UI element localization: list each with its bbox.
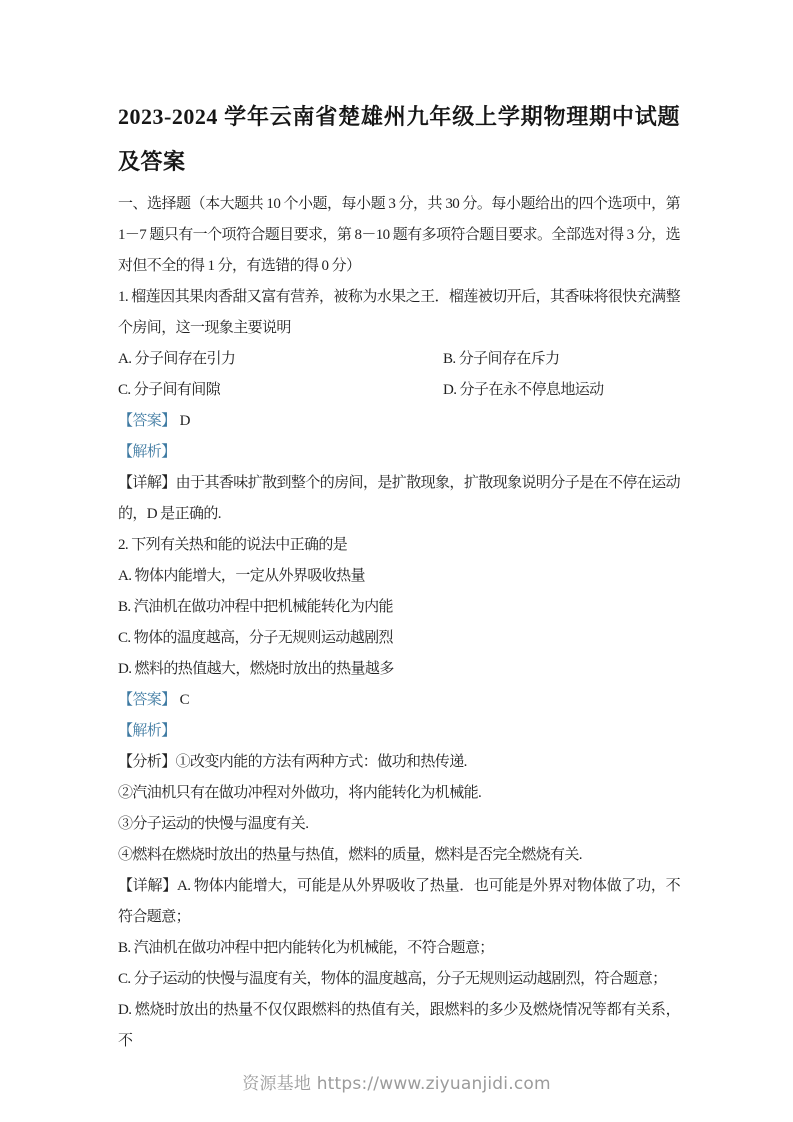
analysis-label: 【解析】 (118, 723, 176, 739)
question-1-stem: 1. 榴莲因其果肉香甜又富有营养，被称为水果之王．榴莲被切开后，其香味将很快充满整个房间，这一现象主要说明 (118, 289, 680, 336)
question-2-option-d: D. 燃料的热值越大，燃烧时放出的热量越多 (118, 661, 394, 677)
answer-label: 【答案】 (118, 413, 176, 429)
question-2-detail-a-text: A. 物体内能增大，可能是从外界吸收了热量．也可能是外界对物体做了功，不符合题意； (118, 878, 680, 925)
question-1-option-b: B. 分子间存在斥力 (443, 351, 560, 367)
question-2-option-c: C. 物体的温度越高，分子无规则运动越剧烈 (118, 630, 393, 646)
footer-site-name: 资源基地 (242, 1074, 312, 1094)
question-1-detail-text: 由于其香味扩散到整个的房间，是扩散现象，扩散现象说明分子是在不停在运动的，D 是正确的. (118, 475, 680, 522)
question-2-option-b: B. 汽油机在做功冲程中把机械能转化为内能 (118, 599, 393, 615)
question-1-answer-line (118, 406, 680, 437)
question-1-detail (118, 468, 680, 530)
question-2-breakdown-4: ④燃料在燃烧时放出的热量与热值，燃料的质量，燃料是否完全燃烧有关. (118, 847, 582, 863)
question-2-detail-c: C. 分子运动的快慢与温度有关，物体的温度越高，分子无规则运动越剧烈，符合题意； (118, 971, 667, 987)
question-2-detail-d: D. 燃烧时放出的热量不仅仅跟燃料的热值有关，跟燃料的多少及燃烧情况等都有关系，不 (118, 1002, 680, 1049)
document-content (118, 94, 680, 1057)
page-footer (0, 1069, 793, 1094)
question-2-breakdown-3: ③分子运动的快慢与温度有关. (118, 816, 309, 832)
analysis-label: 【解析】 (118, 444, 176, 460)
detail-label: 【详解】 (118, 475, 176, 491)
question-2-answer-line (118, 685, 680, 716)
question-1-option-d: D. 分子在永不停息地运动 (443, 382, 604, 398)
question-2-option-a: A. 物体内能增大，一定从外界吸收热量 (118, 568, 365, 584)
footer-site-link[interactable]: https://www.ziyuanjidi.com (316, 1074, 551, 1094)
question-2-detail-a (118, 871, 680, 933)
detail-label: 【详解】 (118, 878, 177, 894)
question-1-option-c: C. 分子间有间隙 (118, 382, 221, 398)
question-1-options (118, 344, 680, 406)
answer-label: 【答案】 (118, 692, 176, 708)
question-2-answer-value: C (179, 692, 190, 708)
section-heading: 一、选择题（本大题共 10 个小题，每小题 3 分，共 30 分。每小题给出的四个选项中，第 1－7 题只有一个项符合题目要求，第 8－10 题有多项符合题目要求。全部选对得 3 分，选对但不全的得 1 分，有选错的得 0 分） (118, 196, 680, 274)
question-2-analysis-line (118, 716, 680, 747)
question-2-breakdown-1-text: ①改变内能的方法有两种方式：做功和热传递. (175, 754, 467, 770)
breakdown-label: 【分析】 (118, 754, 176, 770)
question-1-answer-value: D (179, 413, 190, 429)
question-2-breakdown-1 (118, 747, 680, 778)
question-2-breakdown-2: ②汽油机只有在做功冲程对外做功，将内能转化为机械能. (118, 785, 482, 801)
question-2-detail-b: B. 汽油机在做功冲程中把内能转化为机械能，不符合题意； (118, 940, 494, 956)
question-1-option-a: A. 分子间存在引力 (118, 351, 236, 367)
question-2-stem: 2. 下列有关热和能的说法中正确的是 (118, 537, 348, 553)
question-2 (118, 530, 680, 1057)
question-1-analysis-line (118, 437, 680, 468)
page-title: 2023-2024 学年云南省楚雄州九年级上学期物理期中试题及答案 (118, 104, 680, 174)
question-1 (118, 282, 680, 530)
